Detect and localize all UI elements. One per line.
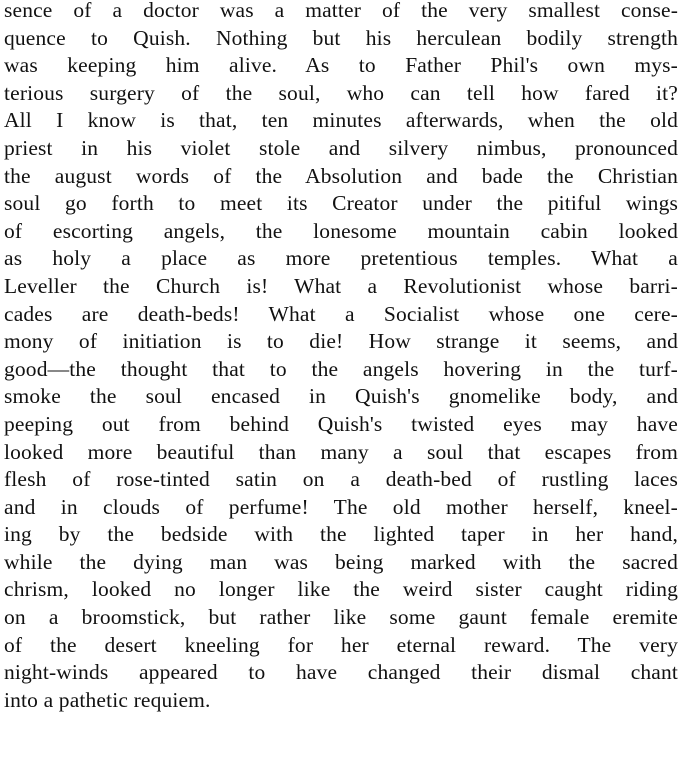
text-line: as holy a place as more pretentious temples. What a: [4, 246, 678, 271]
text-line: Leveller the Church is! What a Revolutionist whose barri-: [4, 273, 678, 298]
text-line: All I know is that, ten minutes afterwards, when the old: [4, 108, 678, 133]
text-line: flesh of rose-tinted satin on a death-bed of rustling laces: [4, 467, 678, 492]
text-line: was keeping him alive. As to Father Phil's own mys-: [4, 53, 678, 78]
text-line: looked more beautiful than many a soul that escapes from: [4, 439, 678, 464]
text-line: sence of a doctor was a matter of the very smallest conse-: [4, 0, 678, 22]
text-line: good—the thought that to the angels hovering in the turf-: [4, 356, 678, 381]
text-line: priest in his violet stole and silvery nimbus, pronounced: [4, 135, 678, 160]
text-line: of the desert kneeling for her eternal reward. The very: [4, 632, 678, 657]
text-line: on a broomstick, but rather like some gaunt female eremite: [4, 605, 678, 630]
text-line: peeping out from behind Quish's twisted eyes may have: [4, 411, 678, 436]
text-line: while the dying man was being marked with the sacred: [4, 549, 678, 574]
text-line: chrism, looked no longer like the weird sister caught riding: [4, 577, 678, 602]
text-line: night-winds appeared to have changed their dismal chant: [4, 660, 678, 685]
text-line: cades are death-beds! What a Socialist whose one cere-: [4, 301, 678, 326]
text-line: soul go forth to meet its Creator under the pitiful wings: [4, 191, 678, 216]
text-line: ing by the bedside with the lighted taper in her hand,: [4, 522, 678, 547]
text-line: and in clouds of perfume! The old mother herself, kneel-: [4, 494, 678, 519]
text-line: smoke the soul encased in Quish's gnomelike body, and: [4, 384, 678, 409]
text-line-last: into a pathetic requiem.: [4, 687, 211, 712]
text-line: quence to Quish. Nothing but his herculean bodily strength: [4, 25, 678, 50]
body-paragraph: [4, 0, 678, 714]
text-line: the august words of the Absolution and bade the Christian: [4, 163, 678, 188]
text-line: terious surgery of the soul, who can tell how fared it?: [4, 80, 678, 105]
text-line: of escorting angels, the lonesome mountain cabin looked: [4, 218, 678, 243]
text-line: mony of initiation is to die! How strange it seems, and: [4, 329, 678, 354]
